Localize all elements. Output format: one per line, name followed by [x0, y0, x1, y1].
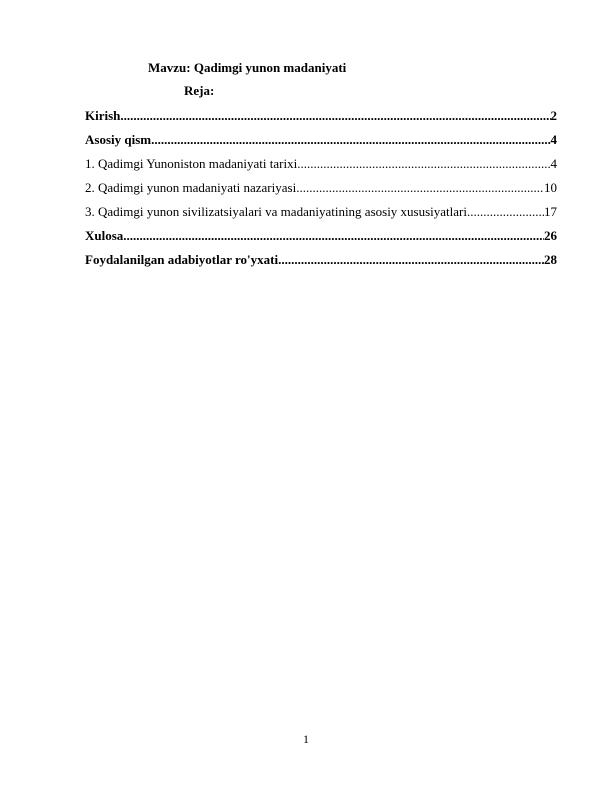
toc-dot-leader: [123, 227, 544, 244]
toc-entry-adabiyotlar: [85, 249, 557, 273]
toc-entry-section-3: [85, 201, 557, 225]
toc-entry-page: 2: [550, 108, 557, 123]
toc-entry-label: Asosiy qism: [85, 132, 152, 147]
toc-dot-leader: [296, 179, 544, 196]
document-title: Mavzu: Qadimgi yunon madaniyati: [148, 60, 347, 75]
toc-entry-page: 26: [544, 228, 557, 243]
toc-entry-page: 28: [544, 252, 557, 267]
page-number: 1: [303, 732, 309, 746]
plan-heading: Reja:: [184, 83, 215, 98]
toc-entry-section-1: [85, 153, 557, 177]
toc-entry-page: 17: [544, 204, 557, 219]
toc-entry-label: 3. Qadimgi yunon sivilizatsiyalari va madaniyatining asosiy xususiyatlari: [85, 204, 467, 219]
toc-entry-xulosa: [85, 225, 557, 249]
toc-entry-label: Kirish: [85, 108, 121, 123]
toc-dot-leader: [297, 155, 550, 172]
toc-entry-kirish: [85, 105, 557, 129]
toc-entry-label: 2. Qadimgi yunon madaniyati nazariyasi: [85, 180, 297, 195]
toc-entry-label: Foydalanilgan adabiyotlar ro'yxati: [85, 252, 279, 267]
toc-entry-label: 1. Qadimgi Yunoniston madaniyati tarixi: [85, 156, 298, 171]
toc-dot-leader: [151, 131, 550, 148]
toc-entry-page: 4: [550, 156, 557, 171]
table-of-contents: [85, 105, 557, 273]
toc-entry-page: 4: [550, 132, 557, 147]
toc-dot-leader: [278, 251, 544, 268]
toc-entry-page: 10: [544, 180, 557, 195]
toc-dot-leader: [120, 107, 550, 124]
toc-entry-asosiy-qism: [85, 129, 557, 153]
toc-entry-section-2: [85, 177, 557, 201]
toc-dot-leader: [467, 203, 544, 220]
toc-entry-label: Xulosa: [85, 228, 124, 243]
